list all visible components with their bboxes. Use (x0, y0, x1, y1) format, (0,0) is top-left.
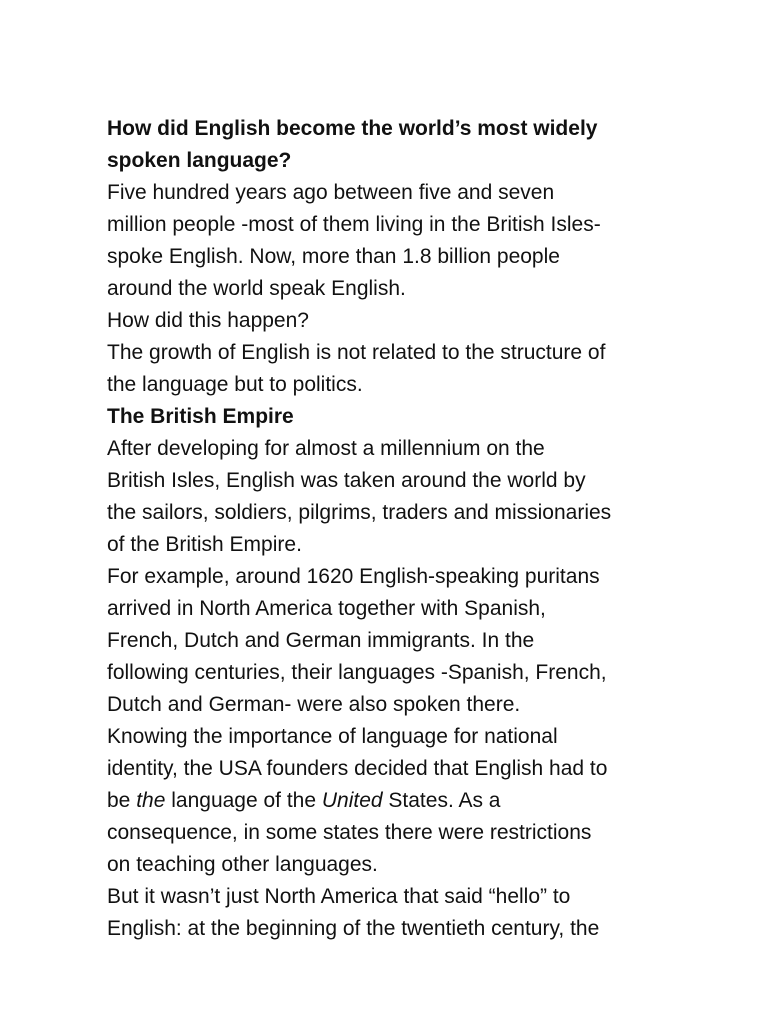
text-line: the sailors, soldiers, pilgrims, traders and missionaries (107, 501, 612, 524)
text-line: consequence, in some states there were restrictions (107, 821, 592, 844)
body-paragraph (107, 433, 677, 945)
text-line: For example, around 1620 English-speaking puritans (107, 565, 600, 588)
text-line: French, Dutch and German immigrants. In the (107, 629, 535, 652)
text-line: But it wasn’t just North America that said “hello” to (107, 885, 571, 908)
text-segment: language of the (165, 789, 322, 812)
title-line: spoken language? (107, 149, 292, 172)
text-line-with-italics (107, 785, 677, 817)
text-line: English: at the beginning of the twentieth century, the (107, 917, 600, 940)
document-page (107, 113, 677, 945)
text-line: million people -most of them living in the British Isles- (107, 213, 601, 236)
title-line: How did English become the world’s most widely (107, 117, 598, 140)
text-line: Knowing the importance of language for national (107, 725, 558, 748)
text-line: around the world speak English. (107, 277, 406, 300)
text-line: spoke English. Now, more than 1.8 billion people (107, 245, 560, 268)
text-line: of the British Empire. (107, 533, 302, 556)
text-line: arrived in North America together with Spanish, (107, 597, 546, 620)
text-line: British Isles, English was taken around the world by (107, 469, 586, 492)
text-line: How did this happen? (107, 309, 309, 332)
text-segment: be (107, 789, 137, 812)
italic-emphasis: the (136, 789, 166, 812)
section-heading: The British Empire (107, 405, 294, 428)
document-title (107, 113, 677, 177)
text-line: the language but to politics. (107, 373, 363, 396)
text-line: following centuries, their languages -Spanish, French, (107, 661, 607, 684)
text-line: The growth of English is not related to the structure of (107, 341, 606, 364)
text-line: After developing for almost a millennium on the (107, 437, 545, 460)
intro-paragraph (107, 177, 677, 401)
text-line: on teaching other languages. (107, 853, 378, 876)
text-line: identity, the USA founders decided that English had to (107, 757, 608, 780)
text-line: Dutch and German- were also spoken there. (107, 693, 521, 716)
italic-emphasis: United (321, 789, 383, 812)
text-line: Five hundred years ago between five and seven (107, 181, 555, 204)
text-segment: States. As a (382, 789, 501, 812)
